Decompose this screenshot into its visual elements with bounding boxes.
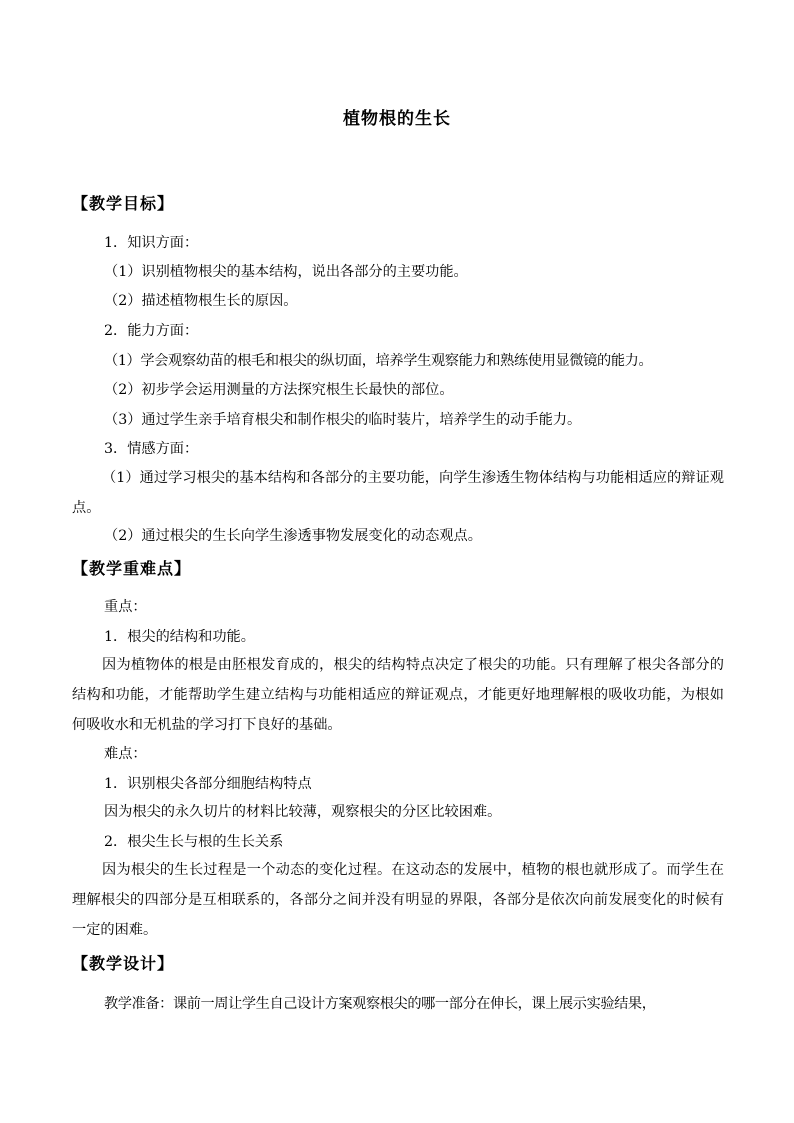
objective-ability-item-3: （3）通过学生亲手培育根尖和制作根尖的临时装片，培养学生的动手能力。: [104, 412, 582, 428]
objective-emotion-label: 3．情感方面：: [104, 441, 199, 457]
objective-ability-label: 2．能力方面：: [104, 323, 199, 339]
section-heading-design: 【教学设计】: [72, 954, 175, 973]
section-heading-objectives: 【教学目标】: [72, 194, 175, 213]
objective-knowledge-item-2: （2）描述植物根生长的原因。: [104, 293, 298, 309]
difficulty-item-1-explanation: 因为根尖的永久切片的材料比较薄，观察根尖的分区比较困难。: [104, 804, 502, 820]
objective-ability-item-1: （1）学会观察幼苗的根毛和根尖的纵切面，培养学生观察能力和熟练使用显微镜的能力。: [104, 353, 653, 369]
difficulty-item-2-explanation: 因为根尖的生长过程是一个动态的变化过程。在这动态的发展中，植物的根也就形成了。而学生在理解根尖的四部分是互相联系的，各部分之间并没有明显的界限，各部分是依次向前发展变化的时候有一定的困难。: [72, 862, 724, 938]
key-point-item-1: 1．根尖的结构和功能。: [104, 629, 255, 645]
key-point-explanation: 因为植物体的根是由胚根发育成的，根尖的结构特点决定了根尖的功能。只有理解了根尖各部分的结构和功能，才能帮助学生建立结构与功能相适应的辩证观点，才能更好地理解根的吸收功能，为根如何吸收水和无机盐的学习打下良好的基础。: [72, 657, 724, 733]
objective-knowledge-label: 1．知识方面：: [104, 235, 199, 251]
difficulty-label: 难点：: [104, 746, 147, 762]
document-title: 植物根的生长: [343, 109, 451, 129]
difficulty-item-1: 1．识别根尖各部分细胞结构特点: [104, 776, 312, 792]
key-point-label: 重点：: [104, 599, 147, 615]
objective-ability-item-2: （2）初步学会运用测量的方法探究根生长最快的部位。: [104, 382, 454, 398]
design-preparation-text: 教学准备：课前一周让学生自己设计方案观察根尖的哪一部分在伸长，课上展示实验结果，: [104, 996, 656, 1012]
section-heading-key-points: 【教学重难点】: [72, 559, 192, 578]
difficulty-item-2: 2．根尖生长与根的生长关系: [104, 834, 284, 850]
objective-knowledge-item-1: （1）识别植物根尖的基本结构，说出各部分的主要功能。: [104, 264, 468, 280]
objective-emotion-item-2: （2）通过根尖的生长向学生渗透事物发展变化的动态观点。: [104, 528, 482, 544]
objective-emotion-item-1: （1）通过学习根尖的基本结构和各部分的主要功能，向学生渗透生物体结构与功能相适应的辩证观点。: [72, 470, 724, 516]
